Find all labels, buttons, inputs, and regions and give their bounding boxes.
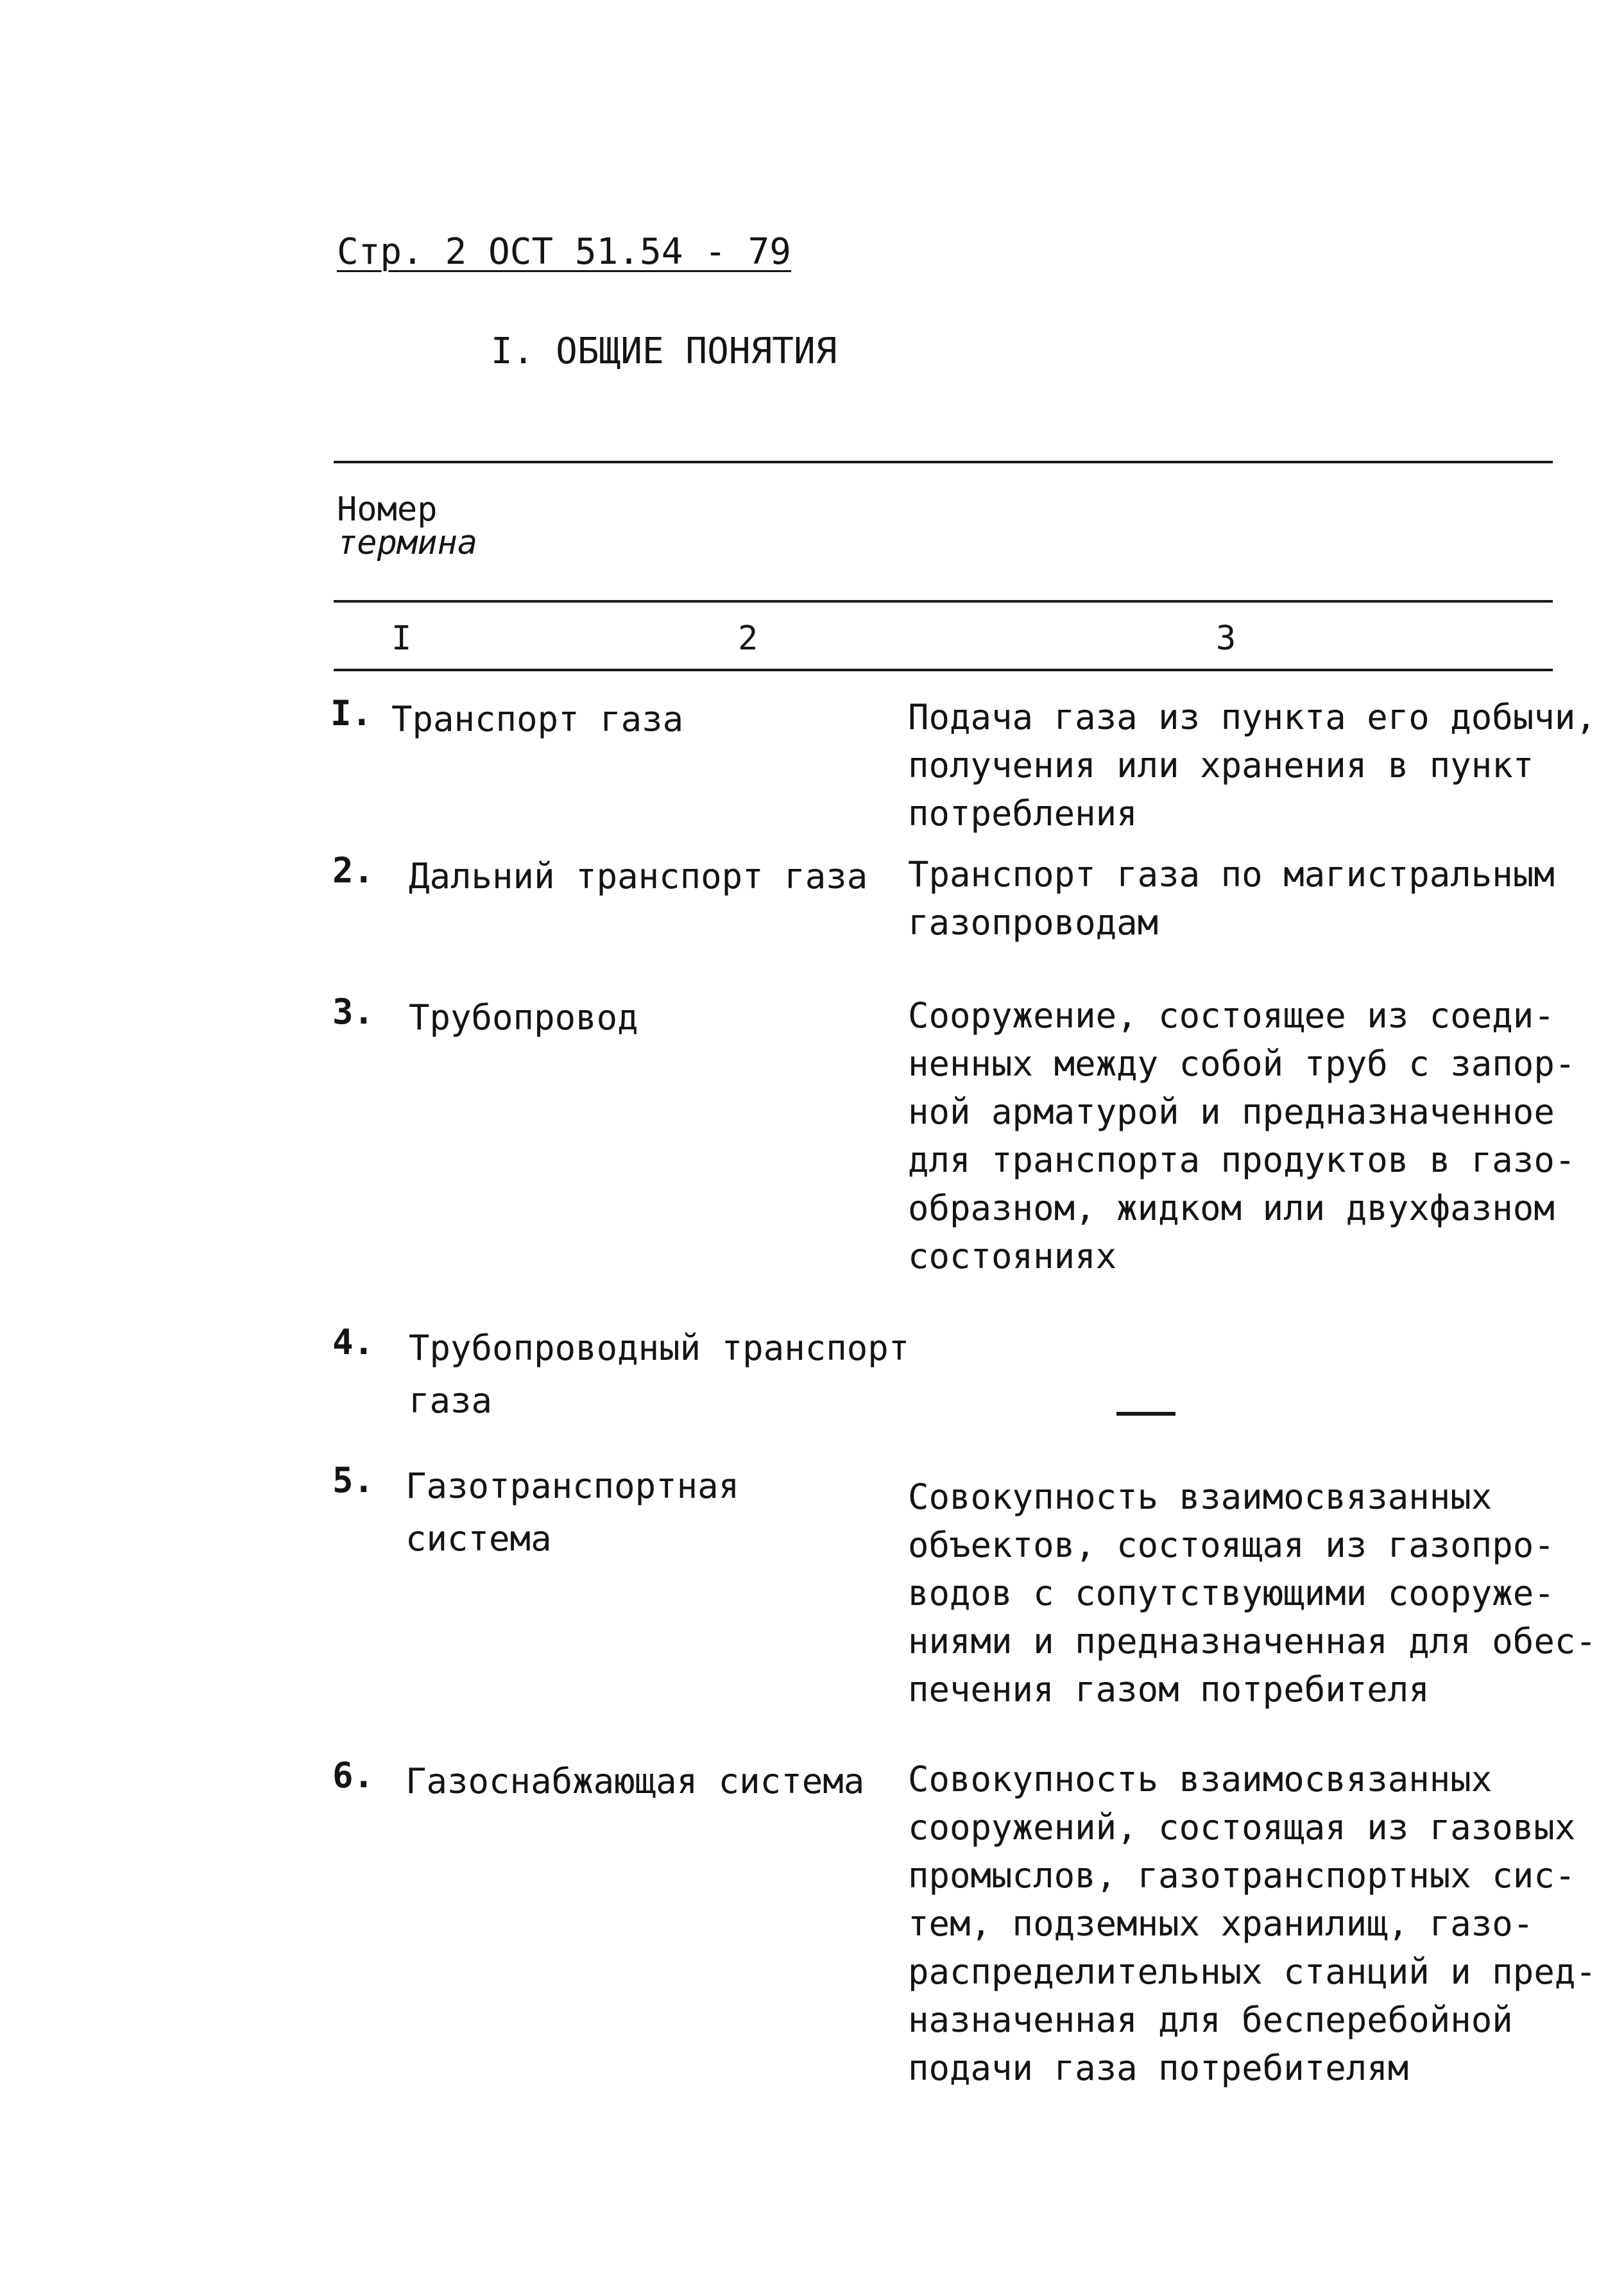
- column-number-3: 3: [1216, 619, 1236, 658]
- term-definition: Сооружение, состоящее из соеди- ненных между собой труб с запор- ной арматурой и предназначенное для транспорта продуктов в газо- образном, жидком или двухфазном состояниях: [908, 995, 1576, 1276]
- term-name: Трубопровод: [409, 997, 638, 1038]
- column-header-line1: Номер: [337, 490, 438, 529]
- table-header-rule: [334, 600, 1553, 603]
- term-name: Трубопроводный транспорт газа: [409, 1328, 910, 1421]
- term-name: Газоснабжающая система: [406, 1761, 865, 1801]
- term-number: I.: [330, 693, 373, 734]
- column-header-line2: термина: [337, 524, 478, 562]
- term-definition: Совокупность взаимосвязанных сооружений, состоящая из газовых промыслов, газотранспортных сис- тем, подземных хранилищ, газо- распределительных станций и пред- назначенная для бесперебойной подачи газа потребителям: [908, 1759, 1596, 2088]
- column-number-1: I: [391, 619, 412, 658]
- term-definition: Совокупность взаимосвязанных объектов, состоящая из газопро- водов с сопутствующими сооруже- ниями и предназначенная для обес- печения газом потребителя: [908, 1477, 1596, 1710]
- term-number: 2.: [332, 850, 375, 891]
- term-name: Дальний транспорт газа: [409, 856, 868, 897]
- term-definition: Подача газа из пункта его добычи, получения или хранения в пункт потребления: [908, 697, 1596, 834]
- term-number: 4.: [332, 1322, 375, 1362]
- term-name: Транспорт газа: [391, 699, 684, 739]
- term-number: 6.: [332, 1755, 375, 1796]
- term-number: 5.: [332, 1460, 375, 1500]
- table-top-rule: [334, 461, 1553, 463]
- page-header: Стр. 2 ОСТ 51.54 - 79: [337, 231, 792, 273]
- term-number: 3.: [332, 992, 375, 1032]
- no-definition-dash: [1116, 1412, 1175, 1416]
- term-name: Газотранспортная система: [406, 1466, 740, 1559]
- column-number-2: 2: [738, 619, 758, 658]
- column-numbers-rule: [334, 669, 1553, 671]
- section-title: I. ОБЩИЕ ПОНЯТИЯ: [491, 331, 837, 372]
- column-header-term-number: [337, 490, 478, 562]
- term-definition: Транспорт газа по магистральным газопроводам: [908, 854, 1555, 943]
